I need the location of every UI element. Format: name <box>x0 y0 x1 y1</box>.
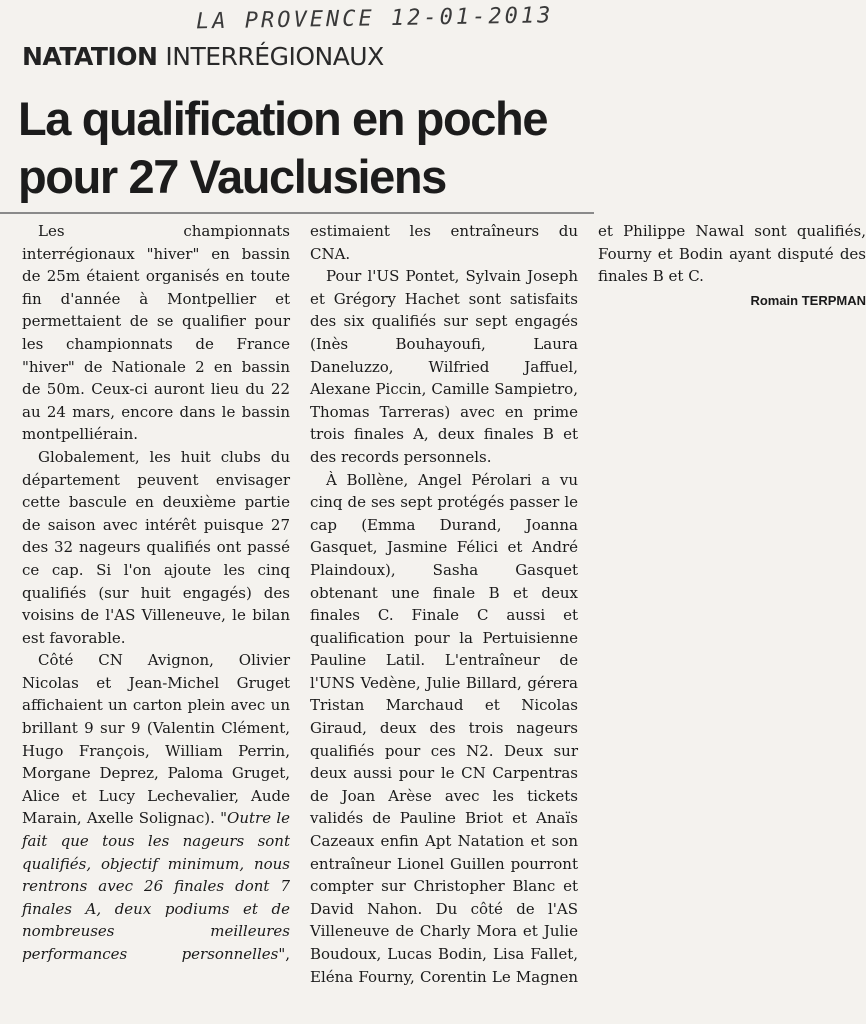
handwritten-date-note: LA PROVENCE 12-01-2013 <box>195 3 554 35</box>
section-kicker <box>22 42 384 71</box>
author-byline: Romain TERPMAN <box>750 292 866 308</box>
article-paragraph-2: Globalement, les huit clubs du département peuvent envisager cette bascule en deuxième partie de saison avec intérêt puisque 27 des 32 nageurs qualifiés ont passé ce cap. Si l'on ajoute les cinq qualifiés (sur huit engagés) des voisins de l'AS Villeneuve, le bilan est favorable. <box>22 447 290 647</box>
article-paragraph-1: Les championnats interrégionaux "hiver" en bassin de 25m étaient organisés en toute fin d'année à Montpellier et permettaient de se qualifier pour les championnats de France "hiver" de Nationale 2 en bassin de 50m. Ceux-ci auront lieu du 22 au 24 mars, encore dans le bassin montpelliérain. <box>22 222 290 444</box>
paragraph-3-intro: Côté CN Avignon, Olivier Nicolas et Jean-Michel Gruget affichaient un carton plein avec un brillant 9 sur 9 (Valentin Clément, Hugo François, William Perrin, Morgane Deprez, Paloma Gruget, Alice et Lucy Lechevalier, Aude Marain, Axelle Solignac). <box>22 651 290 828</box>
article-headline <box>18 90 588 206</box>
coach-quote: "Outre le fait que tous les nageurs sont qualifiés, objectif minimum, nous rentrons avec 26 finales dont 7 finales A, deux podiums et de nombreuses meilleures performances personnelles" <box>22 809 291 963</box>
paragraph-3-end: , estimaient les entraîneurs du CNA. <box>285 222 578 963</box>
headline-line-1: La qualification en poche <box>18 92 548 145</box>
headline-divider <box>0 212 594 214</box>
headline-line-2: pour 27 Vauclusiens <box>18 150 446 203</box>
article-body <box>22 220 866 1010</box>
article-paragraph-4: Pour l'US Pontet, Sylvain Joseph et Grégory Hachet sont satisfaits des six qualifiés sur sept engagés (Inès Bouhayoufi, Laura Daneluzzo, Wilfried Jaffuel, Alexane Piccin, Camille Sampietro, Thomas Tarreras) avec en prime trois finales A, deux finales B et des records personnels. <box>310 267 578 466</box>
section-rubric: NATATION <box>22 42 158 71</box>
section-subrubric: INTERRÉGIONAUX <box>165 42 384 71</box>
article-paragraph-5: À Bollène, Angel Pérolari a vu cinq de ses sept protégés passer le cap (Emma Durand, Joanna Gasquet, Jasmine Félici et André Plaindoux), Sasha Gasquet obtenant une finale B et deux finales C. Finale C aussi et qualification pour la Pertuisienne Pauline Latil. L'entraîneur de l'UNS Vedène, Julie Billard, gérera Tristan Marchaud et Nicolas Giraud, deux des trois nageurs qualifiés pour ces N2. Deux sur deux aussi pour le CN Carpentras de Joan Arèse avec les tickets validés de Pauline Briot et Anaïs Cazeaux enfin Apt Natation et son entraîneur Lionel Guillen pourront compter sur Christopher Blanc et David Nahon. Du côté de l'AS Villeneuve de Charly Mora et Julie Boudoux, Lucas Bodin, Lisa Fallet, Eléna Fourny, Corentin Le Magnen et Philippe Nawal sont qualifiés, Fourny et Bodin ayant disputé des finales B et C. <box>310 222 866 986</box>
